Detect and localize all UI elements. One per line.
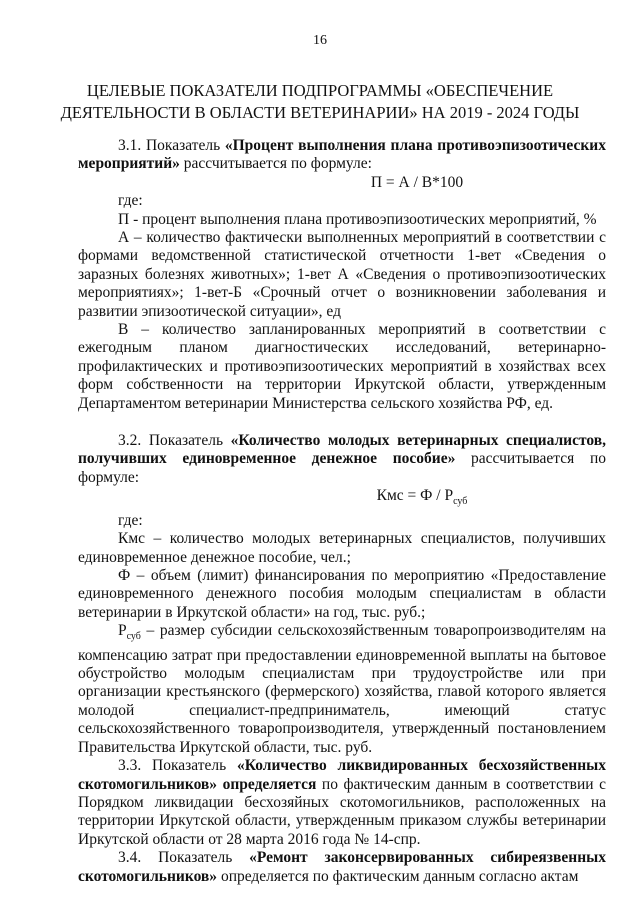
page-number: 16 bbox=[313, 33, 327, 48]
formula-3-1: П = А / В*100 bbox=[370, 173, 464, 191]
definition-r: $Р_{суб}$ – размер субсидии сельскохозяйственным товаропроизводителям на компенсацию затрат при предоставлении единовременной выплаты на бытовое обустройство молодым специалистам при трудоустройстве или при организации крестьянского (фермерского) хозяйства, главой которого является молодой специалист-предприниматель, имеющий статус сельскохозяйственного товаропроизводителя, утвержденный постановлением Правительства Иркутской области, тыс. руб. bbox=[78, 622, 606, 756]
indicator-3-1-name: «Процент выполнения плана противоэпизоотических мероприятий» bbox=[78, 137, 606, 173]
indicator-3-3-name: «Количество ликвидированных бесхозяйственных скотомогильников» определяется bbox=[78, 757, 606, 793]
where-label-3-2: где: bbox=[118, 511, 143, 529]
title-line-2: ДЕЯТЕЛЬНОСТИ В ОБЛАСТИ ВЕТЕРИНАРИИ» НА 2019 - 2024 ГОДЫ bbox=[60, 103, 580, 122]
section-3-1 bbox=[78, 137, 606, 413]
indicator-3-2-name: «Количество молодых ветеринарных специалистов, получивших единовременное денежное пособие» bbox=[78, 432, 607, 468]
definition-f: Ф – объем (лимит) финансирования по мероприятию «Предоставление единовременного денежного пособия молодым специалистам в области ветеринарии в Иркутской области» на год, тыс. руб.; bbox=[78, 566, 606, 621]
definition-b: В – количество запланированных мероприятий в соответствии с ежегодным планом диагностических исследований, ветеринарно-профилактических и противоэпизоотических мероприятий в хозяйствах всех форм собственности на территории Иркутской области, утвержденным Департаментом ветеринарии Министерства сельского хозяйства РФ, ед. bbox=[78, 321, 606, 412]
section-3-2 bbox=[78, 432, 606, 886]
where-label-3-1: где: bbox=[118, 192, 143, 210]
formula-3-2: Кмс = Ф / $Р_{суб}$ bbox=[376, 487, 468, 508]
definition-kms: Кмс – количество молодых ветеринарных специалистов, получивших единовременное денежное пособие, чел.; bbox=[78, 530, 606, 566]
indicator-3-4-name: «Ремонт законсервированных сибиреязвенных скотомогильников» bbox=[78, 849, 606, 885]
indicator-3-4: 3.4. Показатель «Ремонт законсервированных сибиреязвенных скотомогильников» определяется по фактическим данным согласно актам bbox=[78, 849, 606, 885]
indicator-3-2-intro: 3.2. Показатель «Количество молодых ветеринарных специалистов, получивших единовременное денежное пособие» рассчитывается по формуле: bbox=[78, 432, 607, 486]
indicator-3-1-intro: 3.1. Показатель «Процент выполнения плана противоэпизоотических мероприятий» рассчитывается по формуле: bbox=[78, 137, 606, 173]
definition-a: А – количество фактически выполненных мероприятий в соответствии с формами ведомственной статистической отчетности 1-вет «Сведения о заразных болезнях животных»; 1-вет А «Сведения о противоэпизоотических мероприятиях»; 1-вет-Б «Срочный отчет о возникновении заболевания и развитии эпизоотической ситуации», ед bbox=[78, 229, 606, 320]
indicator-3-3: 3.3. Показатель «Количество ликвидированных бесхозяйственных скотомогильников» определяется по фактическим данным в соответствии с Порядком ликвидации бесхозяйных скотомогильников, расположенных на территории Иркутской области, утвержденным приказом службы ветеринарии Иркутской области от 28 марта 2016 года № 14-спр. bbox=[78, 757, 607, 848]
definition-p: П - процент выполнения плана противоэпизоотических мероприятий, % bbox=[118, 210, 597, 228]
section-title bbox=[60, 80, 580, 124]
title-line-1: ЦЕЛЕВЫЕ ПОКАЗАТЕЛИ ПОДПРОГРАММЫ «ОБЕСПЕЧЕНИЕ bbox=[86, 81, 554, 100]
